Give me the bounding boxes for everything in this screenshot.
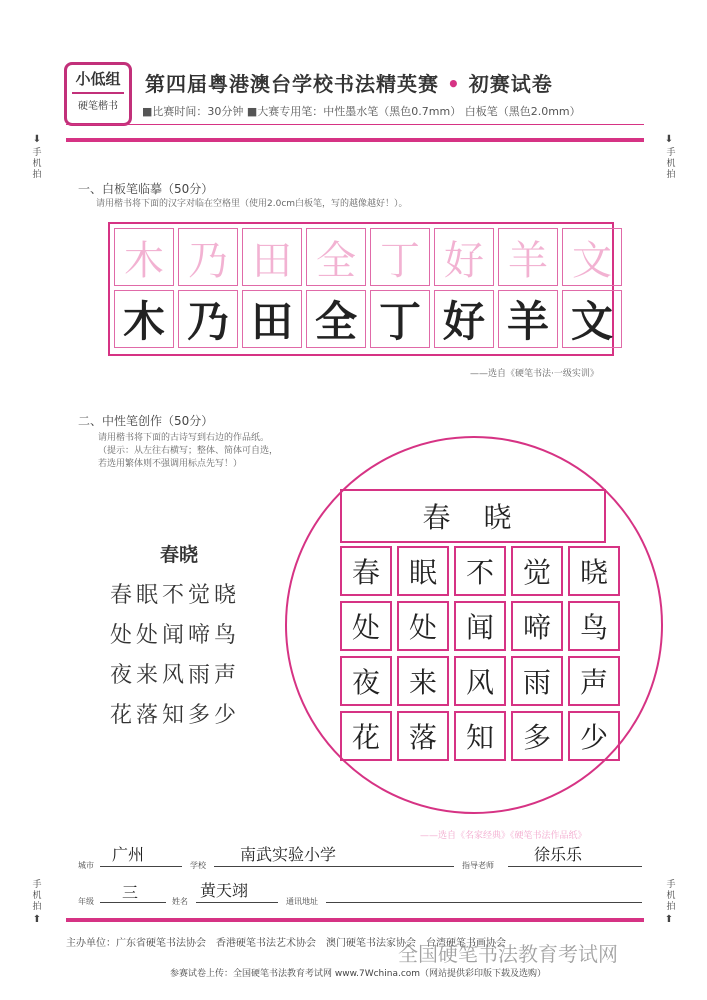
- model-char: 羊: [498, 228, 558, 286]
- grade-label: 年级: [78, 897, 94, 906]
- work-char: 晓: [568, 546, 620, 596]
- side-mark-bottom-right: ⬆: [664, 914, 674, 925]
- work-char: 鸟: [568, 601, 620, 651]
- work-char: 啼: [511, 601, 563, 651]
- work-char: 落: [397, 711, 449, 761]
- side-text-top-left: 手机拍: [32, 148, 42, 180]
- work-grid: [340, 546, 625, 766]
- exam-rules: ■比赛时间：30分钟 ■大赛专用笔：中性墨水笔（黑色0.7mm） 白板笔（黑色2.0mm）: [142, 105, 581, 118]
- model-char: 好: [434, 228, 494, 286]
- side-text-bottom-left: 手机拍: [32, 880, 42, 912]
- name-label: 姓名: [172, 897, 188, 906]
- upload-note: 参赛试卷上传：全国硬笔书法教育考试网 www.7Wchina.com（网站提供彩印版下载及选购）: [170, 969, 547, 979]
- work-char: 声: [568, 656, 620, 706]
- work-char: 处: [340, 601, 392, 651]
- section1-citation: ——选自《硬笔书法·一级实训》: [470, 369, 599, 379]
- city-label: 城市: [78, 861, 94, 870]
- written-char: 乃: [178, 290, 238, 348]
- school-value[interactable]: 南武实验小学: [240, 845, 337, 864]
- section2-instruction-2: （提示：从左往右横写；整体、简体可自选，: [98, 446, 279, 456]
- section1-heading: 一、白板笔临摹（50分）: [78, 182, 214, 196]
- city-line: [100, 866, 182, 867]
- poem-line: 花落知多少: [110, 703, 241, 728]
- divider-bottom: [66, 918, 644, 922]
- group-label: 小低组: [75, 70, 121, 88]
- work-char: 不: [454, 546, 506, 596]
- school-label: 学校: [190, 861, 206, 870]
- grade-line: [100, 902, 166, 903]
- model-char: 木: [114, 228, 174, 286]
- category-label: 硬笔楷书: [72, 92, 124, 112]
- grade-value[interactable]: 三: [122, 883, 139, 902]
- work-title: 春 晓: [340, 489, 606, 543]
- section2-instruction-3: 若选用繁体则不强调用标点先写！）: [98, 459, 243, 469]
- poem-line: 夜来风雨声: [110, 663, 241, 688]
- teacher-label: 指导老师: [462, 861, 494, 870]
- model-row: [114, 228, 626, 286]
- model-char: 文: [562, 228, 622, 286]
- work-row: [340, 656, 625, 706]
- teacher-line: [508, 866, 642, 867]
- divider: [66, 124, 644, 125]
- work-char: 少: [568, 711, 620, 761]
- poem-line: 处处闻啼鸟: [110, 623, 241, 648]
- school-line: [214, 866, 454, 867]
- organizers: 主办单位：广东省硬笔书法协会 香港硬笔书法艺术协会 澳门硬笔书法家协会 台湾硬笔书画协会: [66, 938, 506, 949]
- work-char: 来: [397, 656, 449, 706]
- work-char: 花: [340, 711, 392, 761]
- page-title: 第四届粤港澳台学校书法精英赛 • 初赛试卷: [145, 72, 553, 96]
- section2-citation: ——选自《名家经典》《硬笔书法作品纸》: [420, 831, 587, 841]
- work-row: [340, 601, 625, 651]
- work-row: [340, 711, 625, 761]
- section1-instruction: 请用楷书将下面的汉字对临在空格里（使用2.0cm白板笔，写的越像越好！）。: [96, 199, 408, 209]
- work-char: 处: [397, 601, 449, 651]
- side-mark-top-right: ⬇: [664, 134, 674, 145]
- written-char: 丁: [370, 290, 430, 348]
- teacher-value[interactable]: 徐乐乐: [534, 845, 583, 864]
- work-char: 风: [454, 656, 506, 706]
- copy-grid: [108, 222, 614, 356]
- divider-top: [66, 138, 644, 142]
- work-char: 闻: [454, 601, 506, 651]
- written-row: [114, 290, 626, 348]
- name-line: [196, 902, 278, 903]
- written-char: 羊: [498, 290, 558, 348]
- side-mark-bottom-left: ⬆: [32, 914, 42, 925]
- side-text-bottom-right: 手机拍: [666, 880, 676, 912]
- address-label: 通讯地址: [286, 897, 318, 906]
- work-char: 夜: [340, 656, 392, 706]
- model-char: 乃: [178, 228, 238, 286]
- written-char: 文: [562, 290, 622, 348]
- side-text-top-right: 手机拍: [666, 148, 676, 180]
- written-char: 田: [242, 290, 302, 348]
- address-line[interactable]: [326, 902, 642, 903]
- work-char: 觉: [511, 546, 563, 596]
- side-mark-top-left: ⬇: [32, 134, 42, 145]
- work-row: [340, 546, 625, 596]
- work-char: 眠: [397, 546, 449, 596]
- model-char: 全: [306, 228, 366, 286]
- group-badge: [64, 62, 132, 126]
- section2-instruction-1: 请用楷书将下面的古诗写到右边的作品纸。: [98, 433, 270, 443]
- written-char: 全: [306, 290, 366, 348]
- work-char: 知: [454, 711, 506, 761]
- section2-heading: 二、中性笔创作（50分）: [78, 414, 214, 428]
- written-char: 木: [114, 290, 174, 348]
- work-char: 春: [340, 546, 392, 596]
- model-char: 田: [242, 228, 302, 286]
- model-char: 丁: [370, 228, 430, 286]
- work-char: 雨: [511, 656, 563, 706]
- written-char: 好: [434, 290, 494, 348]
- poem-title: 春晓: [160, 544, 199, 566]
- city-value[interactable]: 广州: [112, 845, 145, 864]
- work-char: 多: [511, 711, 563, 761]
- name-value[interactable]: 黄天翊: [200, 881, 249, 900]
- poem-line: 春眠不觉晓: [110, 583, 241, 608]
- watermark: 全国硬笔书法教育考试网: [398, 942, 618, 966]
